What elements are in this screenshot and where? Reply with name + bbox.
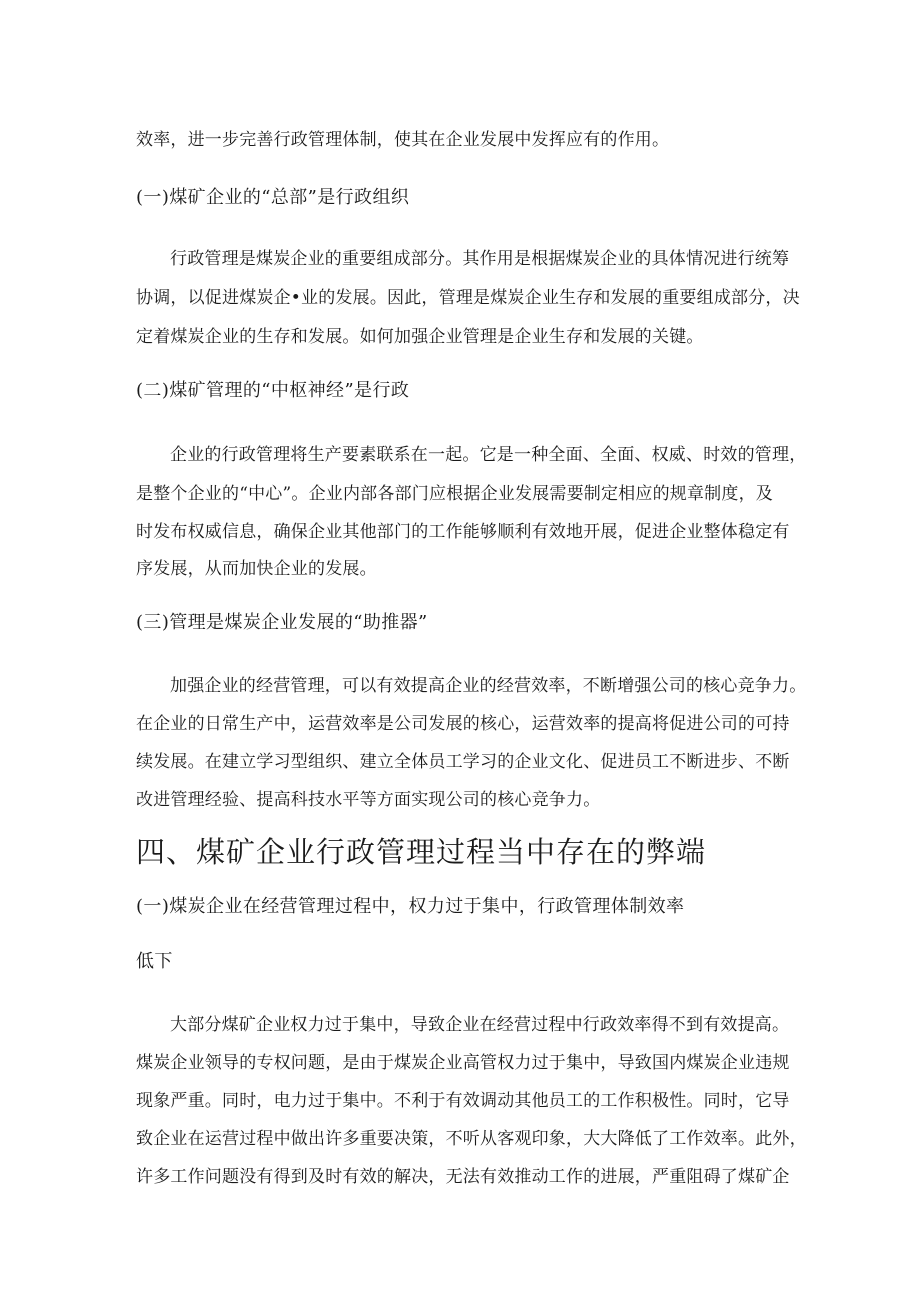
subsection-heading-2: (二)煤矿管理的“中枢神经”是行政 — [136, 380, 410, 401]
paragraph-line: 是整个企业的“中心”。企业内部各部门应根据企业发展需要制定相应的规章制度，及 — [136, 484, 773, 504]
section-heading: 四、煤矿企业行政管理过程当中存在的弊端 — [136, 835, 707, 869]
paragraph-line: 续发展。在建立学习型组织、建立全体员工学习的企业文化、促进员工不断进步、不断 — [136, 752, 790, 772]
paragraph-line: 行政管理是煤炭企业的重要组成部分。其作用是根据煤炭企业的具体情况进行统筹 — [170, 249, 790, 269]
paragraph-line: 协调，以促进煤炭企•业的发展。因此，管理是煤炭企业生存和发展的重要组成部分，决 — [136, 288, 800, 308]
paragraph-line: 序发展，从而加快企业的发展。 — [136, 559, 377, 579]
subsection-heading-4-cont: 低下 — [136, 951, 173, 972]
paragraph-line: 在企业的日常生产中，运营效率是公司发展的核心，运营效率的提高将促进公司的可持 — [136, 714, 790, 734]
paragraph-line: 加强企业的经营管理，可以有效提高企业的经营效率，不断增强公司的核心竞争力。 — [170, 676, 807, 696]
subsection-heading-3: (三)管理是煤炭企业发展的“助推器” — [136, 612, 428, 633]
paragraph-line: 改进管理经验、提高科技水平等方面实现公司的核心竞争力。 — [136, 790, 601, 810]
subsection-heading-1: (一)煤矿企业的“总部”是行政组织 — [136, 187, 410, 208]
paragraph-line: 时发布权威信息，确保企业其他部门的工作能够顺利有效地开展，促进企业整体稳定有 — [136, 522, 790, 542]
paragraph-line: 定着煤炭企业的生存和发展。如何加强企业管理是企业生存和发展的关键。 — [136, 327, 704, 347]
paragraph-line: 许多工作问题没有得到及时有效的解决，无法有效推动工作的进展，严重阻碍了煤矿企 — [136, 1167, 790, 1187]
paragraph-line: 企业的行政管理将生产要素联系在一起。它是一种全面、全面、权威、时效的管理， — [170, 445, 807, 465]
paragraph-line: 现象严重。同时，电力过于集中。不利于有效调动其他员工的工作积极性。同时，它导 — [136, 1091, 790, 1111]
paragraph-line: 煤炭企业领导的专权问题，是由于煤炭企业高管权力过于集中，导致国内煤炭企业违规 — [136, 1053, 790, 1073]
paragraph-line: 致企业在运营过程中做出许多重要决策，不听从客观印象，大大降低了工作效率。此外， — [136, 1129, 807, 1149]
subsection-heading-4: (一)煤炭企业在经营管理过程中，权力过于集中，行政管理体制效率 — [136, 896, 685, 917]
paragraph-line: 大部分煤矿企业权力过于集中，导致企业在经营过程中行政效率得不到有效提高。 — [170, 1015, 790, 1035]
paragraph-line: 效率，进一步完善行政管理体制，使其在企业发展中发挥应有的作用。 — [136, 130, 670, 150]
